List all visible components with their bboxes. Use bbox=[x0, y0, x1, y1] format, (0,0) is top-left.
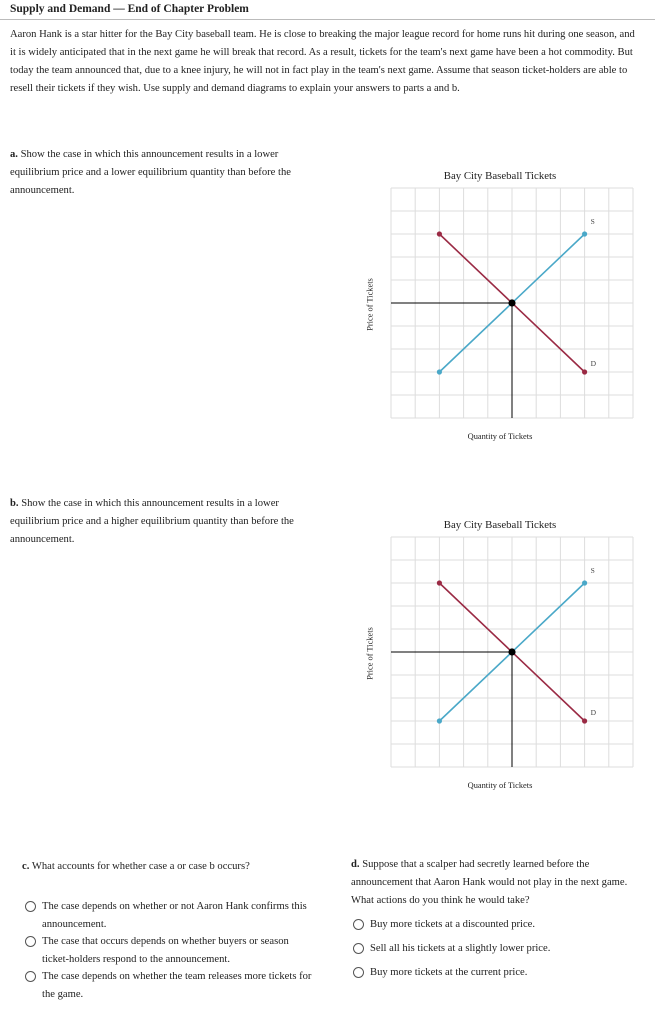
chart-a-title: Bay City Baseball Tickets bbox=[443, 170, 557, 182]
part-c-question bbox=[22, 858, 322, 876]
part-d-text: Suppose that a scalper had secretly learned before the announcement that Aaron Hank would not play in the next game. What actions do you think he would take? bbox=[351, 859, 628, 906]
equilibrium-point bbox=[508, 648, 515, 655]
chart-a-xlabel: Quantity of Tickets bbox=[467, 432, 533, 441]
demand-endpoint-handle bbox=[582, 718, 587, 723]
equilibrium-point bbox=[508, 299, 515, 306]
part-a-question bbox=[10, 146, 325, 200]
problem-intro: Aaron Hank is a star hitter for the Bay City baseball team. He is close to breaking the major league record for home runs hit during one season, and it is widely anticipated that in the next game he will break that record. As a result, tickets for the team's next game have been a hot commodity. But today the team announced that, due to a knee injury, he will not in fact play in the team's next game. Assume that season ticket-holders are able to resell their tickets if they wish. Use supply and demand diagrams to explain your answers to parts a and b. bbox=[10, 29, 635, 94]
option-label: Sell all his tickets at a slightly lower price. bbox=[370, 943, 551, 954]
option-label: The case that occurs depends on whether buyers or season ticket-holders respond to the announcement. bbox=[42, 936, 289, 965]
demand-endpoint-handle bbox=[437, 231, 442, 236]
radio-button[interactable] bbox=[353, 919, 364, 930]
supply-endpoint-handle bbox=[437, 369, 442, 374]
demand-label: D bbox=[590, 708, 597, 717]
chart-b-ylabel: Price of Tickets bbox=[365, 627, 375, 680]
part-d-question bbox=[351, 856, 641, 910]
part-c-option-3[interactable] bbox=[25, 968, 315, 1004]
option-label: Buy more tickets at the current price. bbox=[370, 967, 528, 978]
title-divider bbox=[0, 19, 655, 20]
demand-endpoint-handle bbox=[582, 369, 587, 374]
option-label: The case depends on whether the team releases more tickets for the game. bbox=[42, 971, 312, 1000]
radio-button[interactable] bbox=[353, 943, 364, 954]
chart-a-ylabel: Price of Tickets bbox=[365, 278, 375, 331]
demand-label: D bbox=[590, 359, 597, 368]
part-a-text: Show the case in which this announcement results in a lower equilibrium price and a lower equilibrium quantity than before the announcement. bbox=[10, 149, 291, 196]
page-title: Supply and Demand — End of Chapter Problem bbox=[10, 3, 249, 15]
part-d-option-2[interactable] bbox=[353, 940, 643, 958]
radio-button[interactable] bbox=[25, 901, 36, 912]
chart-a[interactable] bbox=[391, 188, 633, 418]
option-label: Buy more tickets at a discounted price. bbox=[370, 919, 536, 930]
part-d-option-1[interactable] bbox=[353, 916, 643, 934]
radio-button[interactable] bbox=[25, 936, 36, 947]
supply-endpoint-handle bbox=[582, 580, 587, 585]
demand-endpoint-handle bbox=[437, 580, 442, 585]
part-c-text: What accounts for whether case a or case b occurs? bbox=[31, 861, 250, 872]
part-b-letter: b. bbox=[10, 498, 19, 509]
supply-endpoint-handle bbox=[437, 718, 442, 723]
radio-button[interactable] bbox=[25, 971, 36, 982]
chart-b-xlabel: Quantity of Tickets bbox=[467, 781, 533, 790]
part-a-letter: a. bbox=[10, 149, 18, 160]
part-d-letter: d. bbox=[351, 859, 360, 870]
part-c-option-2[interactable] bbox=[25, 933, 315, 969]
part-b-question bbox=[10, 495, 310, 549]
chart-b-title: Bay City Baseball Tickets bbox=[443, 519, 557, 531]
supply-endpoint-handle bbox=[582, 231, 587, 236]
part-d-option-3[interactable] bbox=[353, 964, 643, 982]
option-label: The case depends on whether or not Aaron Hank confirms this announcement. bbox=[42, 901, 307, 930]
part-b-text: Show the case in which this announcement results in a lower equilibrium price and a higher equilibrium quantity than before the announcement. bbox=[10, 498, 294, 545]
supply-label: S bbox=[590, 217, 595, 226]
part-c-letter: c. bbox=[22, 861, 30, 872]
supply-label: S bbox=[590, 566, 595, 575]
radio-button[interactable] bbox=[353, 967, 364, 978]
chart-b[interactable] bbox=[391, 537, 633, 767]
part-c-option-1[interactable] bbox=[25, 898, 315, 934]
